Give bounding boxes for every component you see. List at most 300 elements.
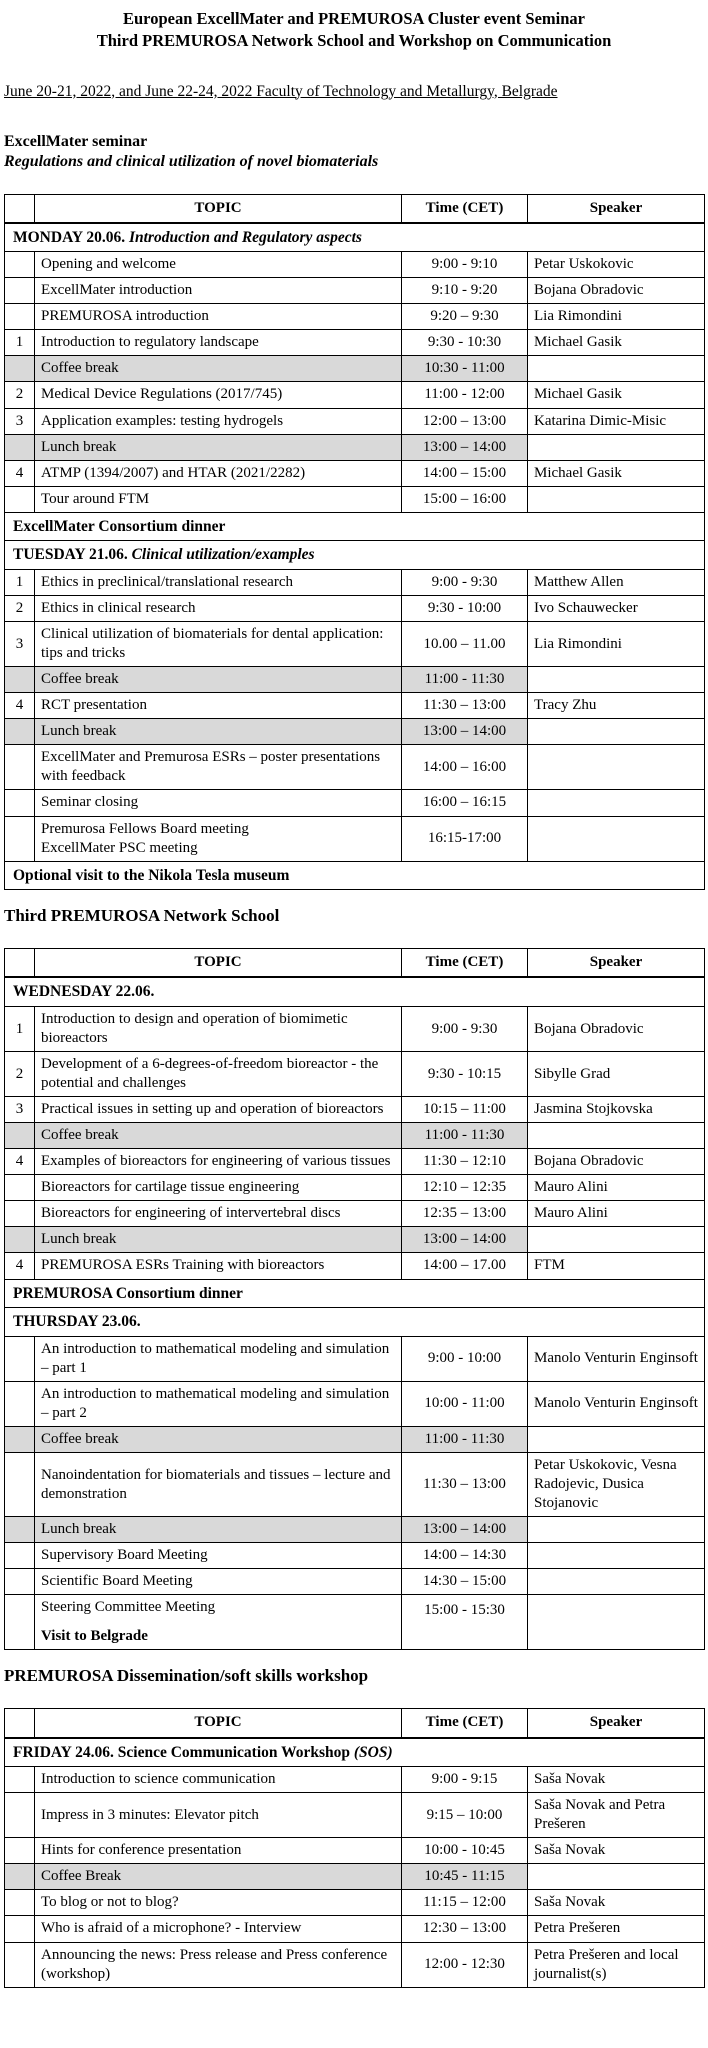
topic-text: Coffee break <box>41 1127 119 1144</box>
row-number-cell: 3 <box>5 408 35 434</box>
topic-cell <box>35 1007 402 1052</box>
time-cell: 10:15 – 11:00 <box>402 1097 528 1123</box>
topic-cell <box>35 1427 402 1453</box>
header-topic-cell: TOPIC <box>35 949 402 978</box>
topic-text: Development of a 6-degrees-of-freedom bioreactor - the potential and challenges <box>41 1056 379 1092</box>
speaker-cell: Petar Uskokovic, Vesna Radojevic, Dusica Stojanovic <box>528 1453 705 1517</box>
row-number-cell: 2 <box>5 596 35 622</box>
time-cell: 15:00 - 15:30 <box>402 1595 528 1650</box>
time-cell: 9:00 - 9:30 <box>402 570 528 596</box>
topic-text: Bioreactors for engineering of intervertebral discs <box>41 1205 341 1222</box>
header-topic-cell: TOPIC <box>35 1709 402 1738</box>
time-cell: 9:00 - 9:10 <box>402 252 528 278</box>
speaker-cell <box>528 1227 705 1253</box>
speaker-cell <box>528 1864 705 1890</box>
speaker-cell: Bojana Obradovic <box>528 278 705 304</box>
session-row <box>5 816 705 861</box>
topic-cell <box>35 745 402 790</box>
topic-text: Lunch break <box>41 438 117 455</box>
time-cell: 13:00 – 14:00 <box>402 1517 528 1543</box>
row-number-cell <box>5 790 35 816</box>
topic-text: Hints for conference presentation <box>41 1842 242 1859</box>
time-cell: 9:00 - 10:00 <box>402 1336 528 1381</box>
topic-cell <box>35 278 402 304</box>
day-header-cell <box>5 541 705 570</box>
day-header-italic-text: Introduction and Regulatory aspects <box>128 228 362 246</box>
time-cell: 9:30 - 10:30 <box>402 330 528 356</box>
time-cell: 9:10 - 9:20 <box>402 278 528 304</box>
topic-cell <box>35 667 402 693</box>
header-time-cell: Time (CET) <box>402 949 528 978</box>
speaker-cell <box>528 1569 705 1595</box>
speaker-cell <box>528 1595 705 1650</box>
speaker-cell: FTM <box>528 1253 705 1279</box>
time-cell: 11:00 - 12:00 <box>402 382 528 408</box>
speaker-cell: Michael Gasik <box>528 330 705 356</box>
header-number-cell <box>5 1709 35 1738</box>
day-header-bold-text: FRIDAY 24.06. Science Communication Workshop <box>13 1743 351 1761</box>
schedule-table-workshop <box>4 1708 705 1987</box>
table-header-row <box>5 194 705 223</box>
speaker-cell: Lia Rimondini <box>528 622 705 667</box>
session-row <box>5 1381 705 1426</box>
speaker-cell: Tracy Zhu <box>528 693 705 719</box>
time-cell: 11:30 – 12:10 <box>402 1149 528 1175</box>
session-row <box>5 1253 705 1279</box>
topic-text: Ethics in preclinical/translational research <box>41 574 293 591</box>
session-row <box>5 278 705 304</box>
topic-text: Who is afraid of a microphone? - Interview <box>41 1920 302 1937</box>
session-row <box>5 1569 705 1595</box>
topic-text: Examples of bioreactors for engineering of various tissues <box>41 1153 391 1170</box>
speaker-cell: Mauro Alini <box>528 1175 705 1201</box>
topic-cell <box>35 1336 402 1381</box>
session-row <box>5 408 705 434</box>
day-header-row <box>5 223 705 252</box>
row-number-cell <box>5 1595 35 1650</box>
row-number-cell <box>5 1336 35 1381</box>
topic-cell <box>35 1916 402 1942</box>
time-cell: 10.00 – 11.00 <box>402 622 528 667</box>
topic-line: Premurosa Fellows Board meeting <box>41 820 249 837</box>
day-header-cell <box>5 1308 705 1337</box>
row-number-cell <box>5 1942 35 1987</box>
row-number-cell: 2 <box>5 382 35 408</box>
row-number-cell: 1 <box>5 1007 35 1052</box>
topic-cell <box>35 1890 402 1916</box>
day-header-cell <box>5 977 705 1006</box>
event-cell: ExcellMater Consortium dinner <box>5 512 705 541</box>
topic-text: Lunch break <box>41 723 117 740</box>
time-cell: 9:30 - 10:15 <box>402 1052 528 1097</box>
session-row <box>5 1838 705 1864</box>
speaker-cell <box>528 745 705 790</box>
topic-cell <box>35 622 402 667</box>
session-row <box>5 252 705 278</box>
topic-text: Introduction to science communication <box>41 1771 276 1788</box>
row-number-cell <box>5 1517 35 1543</box>
break-row <box>5 1864 705 1890</box>
topic-cell <box>35 570 402 596</box>
speaker-cell: Sibylle Grad <box>528 1052 705 1097</box>
time-cell: 9:20 – 9:30 <box>402 304 528 330</box>
speaker-cell <box>528 434 705 460</box>
time-cell: 9:15 – 10:00 <box>402 1793 528 1838</box>
time-cell: 10:00 - 10:45 <box>402 1838 528 1864</box>
row-number-cell <box>5 1767 35 1793</box>
session-row <box>5 1052 705 1097</box>
seminar-subheading: Regulations and clinical utilization of novel biomaterials <box>4 152 379 170</box>
row-number-cell <box>5 719 35 745</box>
time-cell: 9:00 - 9:15 <box>402 1767 528 1793</box>
row-number-cell: 4 <box>5 460 35 486</box>
topic-cell <box>35 408 402 434</box>
topic-cell <box>35 1942 402 1987</box>
time-cell: 13:00 – 14:00 <box>402 434 528 460</box>
topic-cell <box>35 1052 402 1097</box>
topic-text: An introduction to mathematical modeling and simulation – part 2 <box>41 1385 390 1422</box>
row-number-cell <box>5 1123 35 1149</box>
event-row <box>5 861 705 890</box>
day-header-cell <box>5 1738 705 1767</box>
row-number-cell <box>5 745 35 790</box>
time-cell: 14:00 – 16:00 <box>402 745 528 790</box>
topic-cell <box>35 1381 402 1426</box>
row-number-cell <box>5 1569 35 1595</box>
speaker-cell <box>528 790 705 816</box>
topic-cell <box>35 1595 402 1650</box>
row-number-cell <box>5 1175 35 1201</box>
session-row <box>5 1916 705 1942</box>
topic-cell <box>35 1767 402 1793</box>
session-row <box>5 382 705 408</box>
speaker-cell <box>528 816 705 861</box>
topic-cell <box>35 1838 402 1864</box>
speaker-cell: Katarina Dimic-Misic <box>528 408 705 434</box>
header-time-cell: Time (CET) <box>402 194 528 223</box>
topic-text: Opening and welcome <box>41 256 176 273</box>
speaker-cell <box>528 1543 705 1569</box>
row-number-cell <box>5 1916 35 1942</box>
topic-text: Coffee Break <box>41 1868 122 1885</box>
speaker-cell <box>528 486 705 512</box>
time-cell: 11:00 - 11:30 <box>402 1427 528 1453</box>
topic-cell <box>35 1793 402 1838</box>
session-row <box>5 622 705 667</box>
topic-cell <box>35 382 402 408</box>
topic-cell <box>35 460 402 486</box>
day-header-bold-text: MONDAY 20.06. <box>13 228 126 246</box>
time-cell: 11:30 – 13:00 <box>402 693 528 719</box>
topic-cell <box>35 330 402 356</box>
schedule-table-network-school <box>4 948 705 1650</box>
topic-text: Coffee break <box>41 1431 119 1448</box>
topic-text: Lunch break <box>41 1521 117 1538</box>
time-cell: 12:00 – 13:00 <box>402 408 528 434</box>
topic-cell <box>35 1253 402 1279</box>
topic-text: Impress in 3 minutes: Elevator pitch <box>41 1806 259 1823</box>
topic-text: Practical issues in setting up and operation of bioreactors <box>41 1101 384 1118</box>
time-cell: 9:30 - 10:00 <box>402 596 528 622</box>
time-cell: 14:00 – 17.00 <box>402 1253 528 1279</box>
row-number-cell <box>5 1453 35 1517</box>
header-speaker-cell: Speaker <box>528 1709 705 1738</box>
row-number-cell <box>5 434 35 460</box>
speaker-cell: Mauro Alini <box>528 1201 705 1227</box>
session-row <box>5 1149 705 1175</box>
row-number-cell <box>5 1427 35 1453</box>
topic-cell <box>35 252 402 278</box>
time-cell: 12:10 – 12:35 <box>402 1175 528 1201</box>
time-cell: 11:00 - 11:30 <box>402 667 528 693</box>
topic-text: Coffee break <box>41 360 119 377</box>
time-cell: 11:15 – 12:00 <box>402 1890 528 1916</box>
time-cell: 12:30 – 13:00 <box>402 1916 528 1942</box>
session-row <box>5 1201 705 1227</box>
time-cell: 12:35 – 13:00 <box>402 1201 528 1227</box>
row-number-cell: 1 <box>5 570 35 596</box>
row-number-cell <box>5 667 35 693</box>
row-number-cell <box>5 1890 35 1916</box>
topic-text: Introduction to design and operation of biomimetic bioreactors <box>41 1011 348 1047</box>
row-number-cell: 3 <box>5 1097 35 1123</box>
topic-cell <box>35 1123 402 1149</box>
topic-text: PREMUROSA ESRs Training with bioreactors <box>41 1257 325 1274</box>
topic-cell <box>35 1864 402 1890</box>
topic-text: Lunch break <box>41 1231 117 1248</box>
speaker-cell <box>528 667 705 693</box>
time-cell: 16:15-17:00 <box>402 816 528 861</box>
school-section-heading: Third PREMUROSA Network School <box>4 906 280 926</box>
row-number-cell <box>5 1838 35 1864</box>
topic-text: ATMP (1394/2007) and HTAR (2021/2282) <box>41 464 306 481</box>
speaker-cell <box>528 719 705 745</box>
topic-cell <box>35 693 402 719</box>
session-row <box>5 1453 705 1517</box>
schedule-table-seminar <box>4 194 705 891</box>
session-row <box>5 745 705 790</box>
row-number-cell <box>5 278 35 304</box>
time-cell: 15:00 – 16:00 <box>402 486 528 512</box>
session-row <box>5 1175 705 1201</box>
topic-line: ExcellMater PSC meeting <box>41 839 198 856</box>
event-row <box>5 512 705 541</box>
event-cell: Optional visit to the Nikola Tesla museum <box>5 861 705 890</box>
topic-text: Scientific Board Meeting <box>41 1573 193 1590</box>
session-row <box>5 1942 705 1987</box>
topic-cell <box>35 486 402 512</box>
row-number-cell <box>5 1793 35 1838</box>
session-row <box>5 1007 705 1052</box>
topic-text: Application examples: testing hydrogels <box>41 412 284 429</box>
speaker-cell: Michael Gasik <box>528 460 705 486</box>
topic-text: Announcing the news: Press release and Press conference (workshop) <box>41 1946 388 1982</box>
topic-cell <box>35 719 402 745</box>
table-header-row <box>5 1709 705 1738</box>
session-row <box>5 1543 705 1569</box>
topic-cell <box>35 596 402 622</box>
header-speaker-cell: Speaker <box>528 194 705 223</box>
header-speaker-cell: Speaker <box>528 949 705 978</box>
topic-text: Introduction to regulatory landscape <box>41 334 259 351</box>
topic-cell <box>35 1201 402 1227</box>
topic-text: Seminar closing <box>41 794 139 811</box>
time-cell: 12:00 - 12:30 <box>402 1942 528 1987</box>
row-number-cell <box>5 1543 35 1569</box>
topic-text: Bioreactors for cartilage tissue engineering <box>41 1179 300 1196</box>
topic-cell <box>35 1569 402 1595</box>
topic-text: Clinical utilization of biomaterials for dental application: tips and tricks <box>41 626 384 662</box>
topic-bold-line: Visit to Belgrade <box>41 1628 148 1645</box>
topic-text: Supervisory Board Meeting <box>41 1547 208 1564</box>
session-row <box>5 693 705 719</box>
break-row <box>5 1123 705 1149</box>
topic-cell <box>35 304 402 330</box>
time-cell: 9:00 - 9:30 <box>402 1007 528 1052</box>
time-cell: 14:30 – 15:00 <box>402 1569 528 1595</box>
time-cell: 14:00 – 15:00 <box>402 460 528 486</box>
session-row <box>5 1336 705 1381</box>
break-row <box>5 667 705 693</box>
speaker-cell <box>528 1427 705 1453</box>
session-row <box>5 790 705 816</box>
day-header-cell <box>5 223 705 252</box>
time-cell: 11:00 - 11:30 <box>402 1123 528 1149</box>
topic-text: Coffee break <box>41 671 119 688</box>
row-number-cell: 4 <box>5 693 35 719</box>
topic-cell <box>35 434 402 460</box>
day-header-row <box>5 541 705 570</box>
day-header-bold-text: WEDNESDAY 22.06. <box>13 983 155 1001</box>
workshop-section-heading: PREMUROSA Dissemination/soft skills workshop <box>4 1666 369 1686</box>
topic-text: ExcellMater introduction <box>41 282 193 299</box>
row-number-cell <box>5 1201 35 1227</box>
break-row <box>5 434 705 460</box>
topic-text: An introduction to mathematical modeling and simulation – part 1 <box>41 1340 390 1376</box>
day-header-bold-text: THURSDAY 23.06. <box>13 1313 141 1331</box>
document-title-line1: European ExcellMater and PREMUROSA Cluster event Seminar <box>123 9 585 28</box>
seminar-heading: ExcellMater seminar <box>4 132 148 150</box>
session-row <box>5 1890 705 1916</box>
speaker-cell: Saša Novak and Petra Prešeren <box>528 1793 705 1838</box>
row-number-cell <box>5 1227 35 1253</box>
header-time-cell: Time (CET) <box>402 1709 528 1738</box>
row-number-cell: 3 <box>5 622 35 667</box>
topic-cell <box>35 1175 402 1201</box>
session-row <box>5 486 705 512</box>
session-row <box>5 1097 705 1123</box>
speaker-cell: Bojana Obradovic <box>528 1007 705 1052</box>
speaker-cell: Matthew Allen <box>528 570 705 596</box>
session-row <box>5 1793 705 1838</box>
speaker-cell: Saša Novak <box>528 1767 705 1793</box>
row-number-cell <box>5 1864 35 1890</box>
break-row <box>5 1517 705 1543</box>
speaker-cell: Lia Rimondini <box>528 304 705 330</box>
row-number-cell <box>5 486 35 512</box>
row-number-cell <box>5 252 35 278</box>
speaker-cell: Saša Novak <box>528 1838 705 1864</box>
topic-cell <box>35 816 402 861</box>
event-date-location: June 20-21, 2022, and June 22-24, 2022 Faculty of Technology and Metallurgy, Belgrade <box>4 82 558 100</box>
header-number-cell <box>5 194 35 223</box>
row-number-cell: 1 <box>5 330 35 356</box>
session-row <box>5 304 705 330</box>
topic-cell <box>35 356 402 382</box>
speaker-cell: Petar Uskokovic <box>528 252 705 278</box>
topic-text: PREMUROSA introduction <box>41 308 209 325</box>
speaker-cell <box>528 1517 705 1543</box>
topic-text: To blog or not to blog? <box>41 1894 179 1911</box>
day-header-italic-text: (SOS) <box>353 1743 393 1761</box>
session-row <box>5 460 705 486</box>
day-header-row <box>5 1308 705 1337</box>
session-row <box>5 596 705 622</box>
document-title-line2: Third PREMUROSA Network School and Workshop on Communication <box>96 30 612 50</box>
day-header-italic-text: Clinical utilization/examples <box>131 546 315 564</box>
row-number-cell <box>5 304 35 330</box>
break-row <box>5 1227 705 1253</box>
topic-cell <box>35 1517 402 1543</box>
time-cell: 13:00 – 14:00 <box>402 719 528 745</box>
speaker-cell: Jasmina Stojkovska <box>528 1097 705 1123</box>
day-header-row <box>5 977 705 1006</box>
topic-cell <box>35 1543 402 1569</box>
day-header-row <box>5 1738 705 1767</box>
row-number-cell: 4 <box>5 1149 35 1175</box>
event-row <box>5 1279 705 1308</box>
session-row <box>5 1767 705 1793</box>
header-number-cell <box>5 949 35 978</box>
topic-cell <box>35 1453 402 1517</box>
time-cell: 11:30 – 13:00 <box>402 1453 528 1517</box>
session-row <box>5 330 705 356</box>
row-number-cell <box>5 356 35 382</box>
topic-text: Steering Committee Meeting <box>41 1599 216 1616</box>
time-cell: 10:45 - 11:15 <box>402 1864 528 1890</box>
document-title <box>4 8 704 52</box>
speaker-cell: Petra Prešeren and local journalist(s) <box>528 1942 705 1987</box>
session-row <box>5 1595 705 1650</box>
topic-cell <box>35 790 402 816</box>
topic-cell <box>35 1227 402 1253</box>
topic-text: Ethics in clinical research <box>41 600 196 617</box>
break-row <box>5 719 705 745</box>
break-row <box>5 356 705 382</box>
topic-text: Tour around FTM <box>41 490 150 507</box>
speaker-cell: Ivo Schauwecker <box>528 596 705 622</box>
day-header-bold-text: TUESDAY 21.06. <box>13 546 128 564</box>
row-number-cell <box>5 1381 35 1426</box>
row-number-cell: 4 <box>5 1253 35 1279</box>
time-cell: 13:00 – 14:00 <box>402 1227 528 1253</box>
topic-text: RCT presentation <box>41 697 147 714</box>
time-cell: 14:00 – 14:30 <box>402 1543 528 1569</box>
speaker-cell: Manolo Venturin Enginsoft <box>528 1336 705 1381</box>
topic-text: ExcellMater and Premurosa ESRs – poster presentations with feedback <box>41 749 381 785</box>
break-row <box>5 1427 705 1453</box>
speaker-cell <box>528 1123 705 1149</box>
topic-cell <box>35 1097 402 1123</box>
table-header-row <box>5 949 705 978</box>
speaker-cell: Michael Gasik <box>528 382 705 408</box>
time-cell: 10:00 - 11:00 <box>402 1381 528 1426</box>
time-cell: 16:00 – 16:15 <box>402 790 528 816</box>
row-number-cell <box>5 816 35 861</box>
row-number-cell: 2 <box>5 1052 35 1097</box>
topic-cell <box>35 1149 402 1175</box>
session-row <box>5 570 705 596</box>
